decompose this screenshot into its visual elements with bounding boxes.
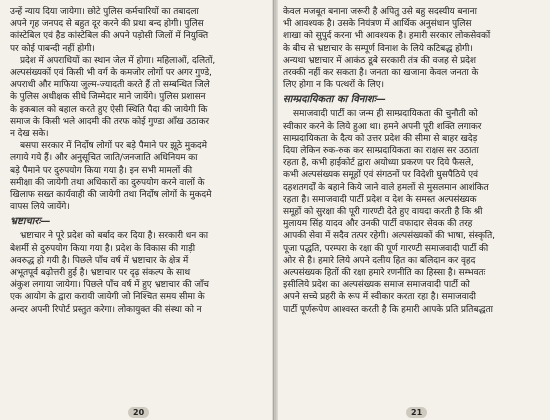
left-page [0,0,274,420]
text-line: स्वीकार करने के लिये हुआ था। हमने अपनी पूरी शक्ति लगाकर [283,121,482,132]
text-line: अन्दर अपनी रिपोर्ट प्रस्तुत करेगा। लोकायुक्त की संस्था को न [10,304,202,315]
text-line: समाजवादी पार्टी का जन्म ही साम्प्रदायिकता की चुनौती को [293,109,478,120]
text-line: मुलायम सिंह यादव और उनकी पार्टी वफादार सेवक की तरह [283,219,473,230]
text-line: अपराधी और माफिया जुल्म-ज्यादती करते हैं तो सम्बन्धित जिले [10,80,210,91]
right-page [274,0,550,420]
text-line: केवल मजबूत बनाना जरूरी है अपितु उसे बहु सदस्यीय बनाना [283,7,477,17]
text-line: लगाये गये हैं। और अनुसूचित जाति/जनजाति अधिनियम का [10,153,198,164]
page-number-right: 21 [406,407,427,418]
right-page-body [283,6,540,316]
text-line: प्रदेश में अपराधियों का स्थान जेल में होगा। महिलाओं, दलितों, [20,55,216,66]
text-line: पूजा पद्धति, परम्परा के रक्षा की पूर्ण गारण्टी समाजवादी पार्टी की [283,243,489,254]
text-line: उन्हें न्याय दिया जायेगा। छोटे पुलिस कर्मचारियों का तबादला [10,7,199,17]
text-line: रहता है। समाजवादी पार्टी प्रदेश व देश के समस्त अल्पसंख्यक [283,194,477,205]
text-line: समाज के किसी भले आदमी की तरफ कोई गुण्डा आँख उठाकर [10,116,209,127]
paragraph [10,140,265,213]
text-line: अपने गृह जनपद से बहुत दूर करने की प्रथा बन्द होगी। पुलिस [10,19,204,30]
text-line: पर कोई पाबन्दी नहीं होगी। [10,43,95,54]
text-line: के पुलिस अधीक्षक सीधे जिम्मेदार माने जायेंगे। पुलिस प्रशासन [10,92,206,103]
text-line: कभी अल्पसंख्यक समूहों एवं संगठनों पर विदेशी घुसपैठिये एवं [283,170,478,181]
page-number-left: 20 [128,407,149,418]
text-line: दिया लेकिन रुक-रुक कर साम्प्रदायिकता का राक्षस सर उठाता [283,146,479,157]
paragraph [283,6,540,91]
book-gutter [272,0,278,420]
text-line: न देख सके। [10,129,49,140]
text-line: पार्टी पूर्णरूपेण आश्वस्त करती है कि हमारी आपके प्रति प्रतिबद्धता [283,304,493,315]
text-line: आपकी सेवा में सदैव तत्पर रहेगी। अल्पसंख्यकों की भाषा, संस्कृति, [283,231,495,242]
text-line: कांस्टेबिल एवं हैड कांस्टेबिल की अपने पड़ोसी जिलों में नियुक्ति [10,31,208,42]
text-line: अन्यथा भ्रष्टाचार में आकंठ डूबे सरकारी तंत्र की वजह से प्रदेश [283,55,476,66]
text-line: अंकुश लगाया जायेगा। पिछले पाँच वर्ष में हुए भ्रष्टाचार की जाँच [10,280,209,291]
text-line: अल्पसंख्यक हितों की रक्षा हमारे रणनीति का हिस्सा है। सम्भवतः [283,268,486,279]
paragraph [283,108,540,315]
text-line: शाखा को सुपुर्द करना भी आवश्यक है। हमारी सरकार लोकसेवकों [283,31,491,42]
text-line: समीक्षा की जायेगी तथा अधिकारों का दुरुपयोग करने वालों के [10,177,205,188]
paragraph [10,55,265,140]
text-line: अवरुद्ध हो गयी है। पिछले पाँच वर्ष में भ्रष्टाचार के क्षेत्र में [10,255,189,266]
section-heading: भ्रष्टाचारः— [10,216,51,228]
text-line: अभूतपूर्व बढ़ोत्तरी हुई है। भ्रष्टाचार पर दृढ़ संकल्प के साथ [10,268,190,279]
paragraph [10,6,265,55]
text-line: दहशतगर्दों के बहाने किये जाने वाले हमलों से मुसलमान आशंकित [283,182,489,193]
text-line: इसीलिये प्रदेश का अल्पसंख्यक समाज समाजवादी पार्टी को [283,280,470,291]
text-line: रहता है, कभी हाईकोर्ट द्वारा अयोध्या प्रकरण पर दिये फैसले, [283,158,474,169]
text-line: भ्रष्टाचार ने पूरे प्रदेश को बर्बाद कर दिया है। सरकारी धन का [20,231,208,242]
text-line: बड़े पैमाने पर दुरुपयोग किया गया है। इन सभी मामलों की [10,165,192,176]
paragraph [10,230,265,315]
text-line: के इकबाल को बहाल करते हुए ऐसी स्थिति पैदा की जायेगी कि [10,104,208,115]
text-line: लिए होगा न कि पत्थरों के लिए। [283,80,384,91]
text-line: वापस लिये जायेंगे। [10,202,70,213]
section-heading: साम्प्रदायिकता का विनाशः— [283,94,386,106]
text-line: बेशर्मी से दुरुपयोग किया गया है। प्रदेश के विकास की गाड़ी [10,243,196,254]
text-line: बसपा सरकार में निर्दोष लोगों पर बड़े पैमाने पर झूठे मुकदमे [20,141,207,152]
text-line: अल्पसंख्यकों एवं किसी भी वर्ग के कमजोर लोगों पर अगर गुण्डे, [10,68,212,79]
text-line: भी आवश्यक है। उसके नियंत्रण में आर्थिक अनुसंधान पुलिस [283,19,472,30]
text-line: अपने सच्चे प्रहरी के रूप में स्वीकार करता रहा है। समाजवादी [283,292,476,303]
text-line: ओर से है। हमारे लिये अपने दलीय हित का बलिदान कर वृहद [283,255,476,266]
text-line: के बीच से भ्रष्टाचार के सम्पूर्ण विनाश के लिये कटिबद्ध होगी। [283,43,473,54]
text-line: समूहों को सुरक्षा की पूरी गारण्टी देते हुए वायदा करती है कि श्री [283,207,483,218]
left-page-body [10,6,265,316]
text-line: तरक्की नहीं कर सकता है। जनता का खजाना केवल जनता के [283,68,479,79]
text-line: एक आयोग के द्वारा करायी जायेगी जो निश्चित समय सीमा के [10,292,205,303]
text-line: साम्प्रदायिकता के दैत्य को उत्तर प्रदेश की सीमा से बाहर खदेड़ [283,133,478,144]
text-line: खिलाफ सख्त कार्यवाही की जायेगी तथा निर्दोष लोगों के मुकदमे [10,190,212,201]
